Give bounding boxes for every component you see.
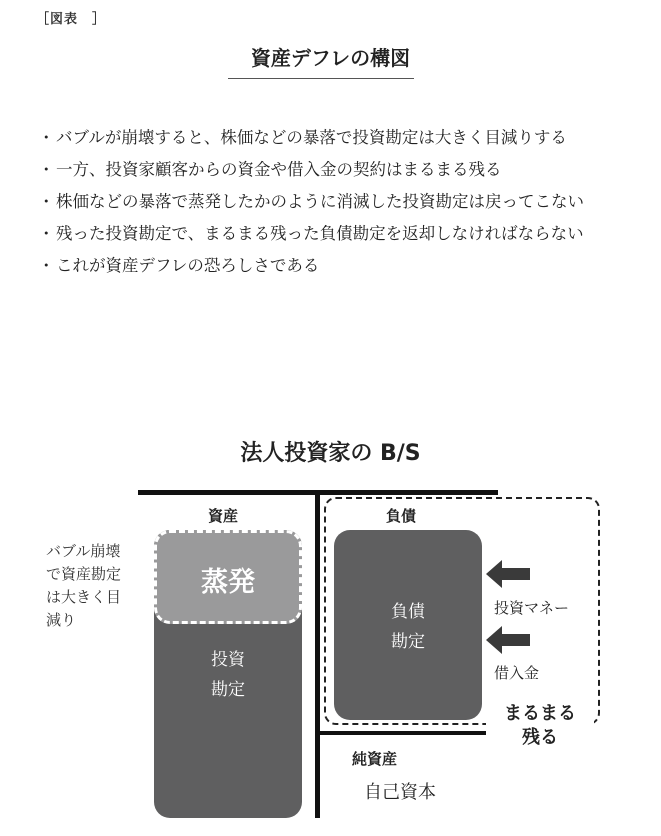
investment-label-line: 勘定 [211, 680, 245, 700]
title-underline [228, 78, 414, 79]
investment-label [154, 645, 302, 705]
bubble-note-line: 減り [46, 611, 77, 629]
bubble-note-line: は大きく目 [46, 588, 122, 606]
assets-header: 資産 [208, 507, 239, 525]
evaporated-label: 蒸発 [201, 567, 255, 598]
figure-label: ［図表 ］ [36, 12, 107, 27]
investment-label-line: 投資 [211, 650, 245, 670]
bubble-note-line: バブル崩壊 [46, 542, 121, 560]
bullet-item: ・ これが資産デフレの恐ろしさである [38, 250, 638, 282]
remain-label [486, 702, 594, 750]
bs-title: 法人投資家の B/S [240, 441, 421, 466]
bs-liability-equity-line [318, 731, 498, 735]
liability-label [334, 597, 482, 657]
bubble-note [46, 540, 146, 632]
bullet-item: ・ バブルが崩壊すると、株価などの暴落で投資勘定は大きく目減りする [38, 122, 638, 154]
liability-label-line: 負債 [391, 602, 425, 622]
bullet-item: ・ 一方、投資家顧客からの資金や借入金の契約はまるまる残る [38, 154, 638, 186]
page-title: 資産デフレの構図 [250, 46, 411, 70]
liabilities-header: 負債 [386, 507, 417, 525]
investment-money-label: 投資マネー [494, 599, 570, 617]
remain-label-line: まるまる [504, 703, 576, 724]
remain-label-line: 残る [522, 727, 558, 748]
equity-label: 自己資本 [364, 782, 436, 803]
borrowing-label: 借入金 [494, 664, 540, 682]
bullet-item: ・ 株価などの暴落で蒸発したかのように消滅した投資勘定は戻ってこない [38, 186, 638, 218]
net-assets-header: 純資産 [352, 750, 398, 768]
arrow-left-icon [486, 626, 530, 654]
arrow-left-icon [486, 560, 530, 588]
bullet-list [38, 122, 638, 282]
liability-label-line: 勘定 [391, 632, 425, 652]
bs-center-line [315, 492, 320, 818]
bullet-item: ・ 残った投資勘定で、まるまる残った負債勘定を返却しなければならない [38, 218, 638, 250]
bubble-note-line: で資産勘定 [46, 565, 122, 583]
